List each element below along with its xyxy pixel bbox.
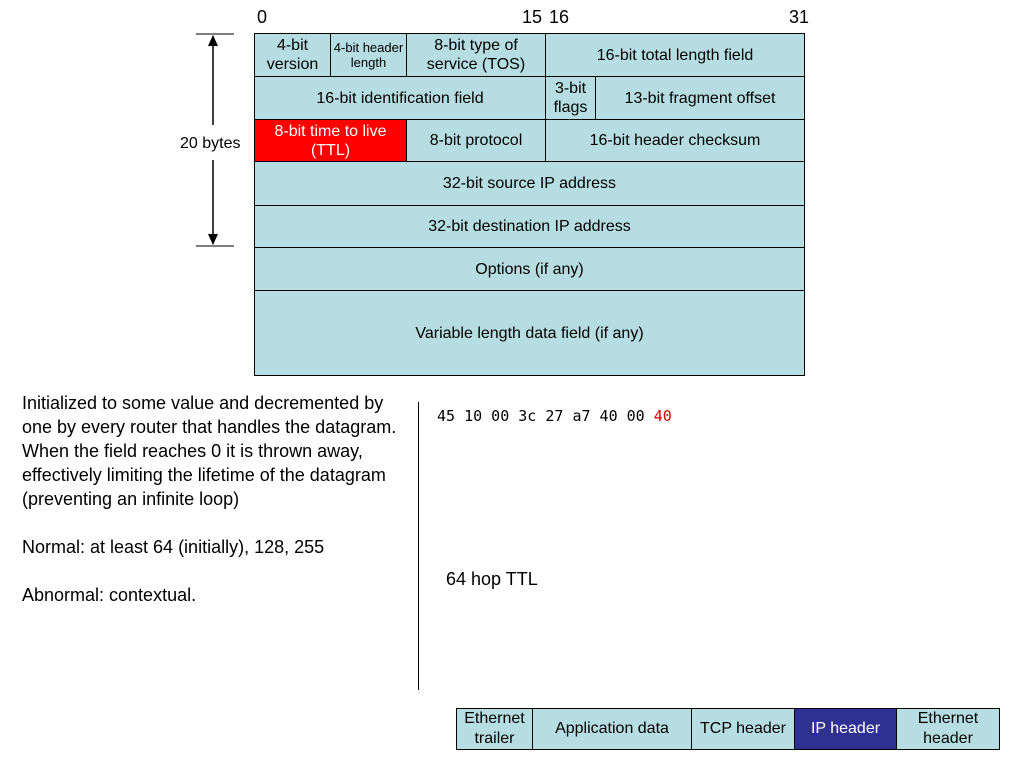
field-identification: 16-bit identification field xyxy=(254,76,546,120)
hex-bytes: 45 10 00 3c 27 a7 40 00 xyxy=(437,407,654,425)
field-protocol: 8-bit protocol xyxy=(406,119,546,162)
bit-marker-0: 0 xyxy=(257,7,268,27)
layer-ethernet-trailer: Ethernet trailer xyxy=(456,708,533,750)
bit-marker-15: 15 xyxy=(522,7,543,27)
field-version: 4-bit version xyxy=(254,33,331,77)
field-tos: 8-bit type of service (TOS) xyxy=(406,33,546,77)
field-data: Variable length data field (if any) xyxy=(254,290,805,376)
field-ttl: 8-bit time to live (TTL) xyxy=(254,119,407,162)
field-source-ip: 32-bit source IP address xyxy=(254,161,805,206)
field-flags: 3-bit flags xyxy=(545,76,596,120)
field-options: Options (if any) xyxy=(254,247,805,291)
divider xyxy=(418,402,419,690)
field-checksum: 16-bit header checksum xyxy=(545,119,805,162)
bit-marker-16: 16 xyxy=(549,7,570,27)
ttl-description xyxy=(22,391,417,631)
size-label: 20 bytes xyxy=(180,135,241,152)
bit-marker-31: 31 xyxy=(789,7,810,27)
field-fragment-offset: 13-bit fragment offset xyxy=(595,76,805,120)
layer-ethernet-header: Ethernet header xyxy=(896,708,1000,750)
description-normal: Normal: at least 64 (initially), 128, 255 xyxy=(22,537,325,557)
layer-ip-header: IP header xyxy=(794,708,897,750)
layer-application-data: Application data xyxy=(532,708,692,750)
field-dest-ip: 32-bit destination IP address xyxy=(254,205,805,248)
hex-note: 64 hop TTL xyxy=(446,569,538,589)
hex-ttl-byte: 40 xyxy=(653,407,672,425)
description-abnormal: Abnormal: contextual. xyxy=(22,585,197,605)
description-paragraph: Initialized to some value and decremented by one by every router that handles the datagram. When the field reaches 0 it is thrown away, effectively limiting the lifetime of the datagram (preventing an infinite loop) xyxy=(22,393,397,509)
hex-dump xyxy=(437,407,672,425)
field-total-length: 16-bit total length field xyxy=(545,33,805,77)
field-header-length: 4-bit header length xyxy=(330,33,407,77)
layer-tcp-header: TCP header xyxy=(691,708,795,750)
